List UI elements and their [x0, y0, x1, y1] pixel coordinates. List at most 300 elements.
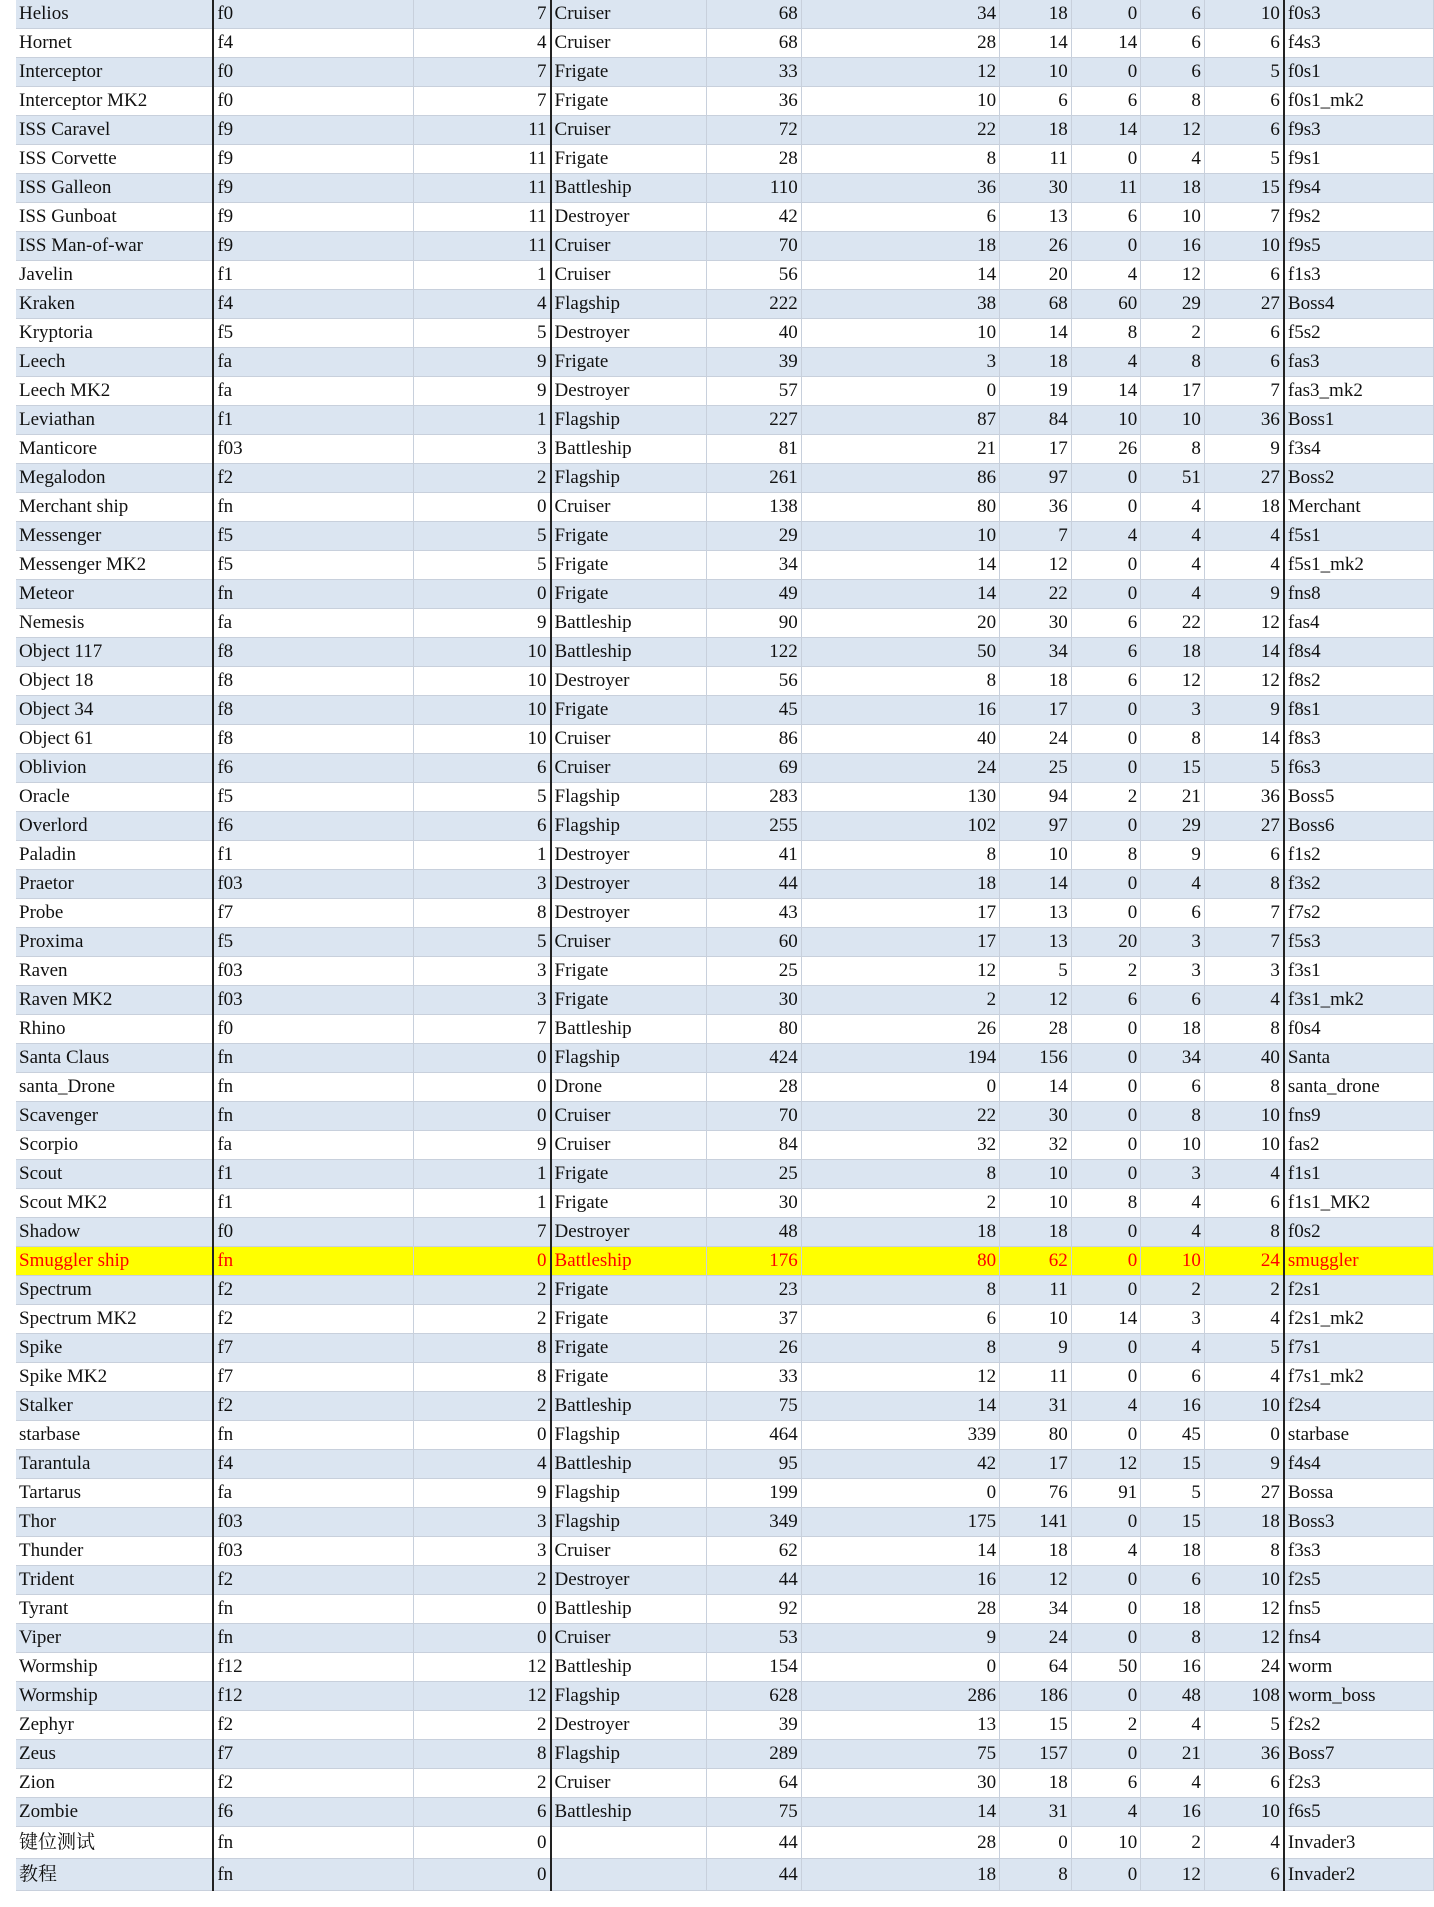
ship-class-cell: Battleship: [551, 1450, 707, 1479]
stat-e-cell: 24: [1204, 1653, 1284, 1682]
faction-code-cell: f4: [213, 29, 413, 58]
hull-cell: 70: [707, 1102, 801, 1131]
ship-name-cell: santa_Drone: [16, 1073, 213, 1102]
stat-c-cell: 0: [1071, 0, 1141, 29]
stat-a-cell: 6: [801, 1305, 999, 1334]
stat-a-cell: 102: [801, 812, 999, 841]
faction-number-cell: 0: [414, 580, 551, 609]
table-row: [16, 406, 1434, 435]
hull-cell: 70: [707, 232, 801, 261]
ship-name-cell: Interceptor MK2: [16, 87, 213, 116]
stat-c-cell: 0: [1071, 1624, 1141, 1653]
hull-cell: 41: [707, 841, 801, 870]
stat-c-cell: 0: [1071, 1682, 1141, 1711]
stat-b-cell: 10: [1000, 1189, 1072, 1218]
table-row: [16, 1827, 1434, 1859]
stat-a-cell: 30: [801, 1769, 999, 1798]
faction-code-cell: f2: [213, 1305, 413, 1334]
stat-d-cell: 16: [1141, 1653, 1205, 1682]
stat-e-cell: 6: [1204, 29, 1284, 58]
stat-a-cell: 75: [801, 1740, 999, 1769]
ship-class-cell: Frigate: [551, 58, 707, 87]
stat-b-cell: 30: [1000, 1102, 1072, 1131]
stat-d-cell: 4: [1141, 551, 1205, 580]
stat-e-cell: 12: [1204, 667, 1284, 696]
ship-class-cell: Frigate: [551, 1160, 707, 1189]
stat-c-cell: 60: [1071, 290, 1141, 319]
faction-number-cell: 0: [414, 1044, 551, 1073]
stat-a-cell: 2: [801, 986, 999, 1015]
hull-cell: 92: [707, 1595, 801, 1624]
ship-name-cell: Spectrum MK2: [16, 1305, 213, 1334]
faction-number-cell: 11: [414, 232, 551, 261]
stat-b-cell: 76: [1000, 1479, 1072, 1508]
ship-id-cell: f1s3: [1284, 261, 1434, 290]
stat-a-cell: 14: [801, 261, 999, 290]
ship-name-cell: Leech: [16, 348, 213, 377]
table-row: [16, 464, 1434, 493]
faction-number-cell: 5: [414, 319, 551, 348]
ship-name-cell: Probe: [16, 899, 213, 928]
ship-id-cell: f0s1_mk2: [1284, 87, 1434, 116]
stat-b-cell: 11: [1000, 145, 1072, 174]
stat-b-cell: 36: [1000, 493, 1072, 522]
stat-c-cell: 0: [1071, 58, 1141, 87]
faction-code-cell: f2: [213, 464, 413, 493]
stat-a-cell: 13: [801, 1711, 999, 1740]
hull-cell: 81: [707, 435, 801, 464]
faction-number-cell: 1: [414, 841, 551, 870]
ship-class-cell: Frigate: [551, 87, 707, 116]
table-row: [16, 493, 1434, 522]
table-row: [16, 87, 1434, 116]
ship-name-cell: Santa Claus: [16, 1044, 213, 1073]
ship-name-cell: Hornet: [16, 29, 213, 58]
ship-class-cell: Frigate: [551, 1276, 707, 1305]
stat-b-cell: 13: [1000, 203, 1072, 232]
stat-c-cell: 0: [1071, 1044, 1141, 1073]
ship-class-cell: Cruiser: [551, 1624, 707, 1653]
stat-e-cell: 8: [1204, 1537, 1284, 1566]
stat-c-cell: 0: [1071, 1595, 1141, 1624]
stat-e-cell: 7: [1204, 899, 1284, 928]
ship-name-cell: Zephyr: [16, 1711, 213, 1740]
stat-e-cell: 5: [1204, 1711, 1284, 1740]
stat-b-cell: 30: [1000, 609, 1072, 638]
stat-d-cell: 15: [1141, 1508, 1205, 1537]
stat-d-cell: 10: [1141, 1247, 1205, 1276]
faction-code-cell: f0: [213, 58, 413, 87]
ship-class-cell: Battleship: [551, 1595, 707, 1624]
table-row: [16, 203, 1434, 232]
stat-a-cell: 21: [801, 435, 999, 464]
ship-id-cell: f9s1: [1284, 145, 1434, 174]
faction-code-cell: f2: [213, 1392, 413, 1421]
table-row: [16, 1479, 1434, 1508]
table-row: [16, 116, 1434, 145]
stat-c-cell: 14: [1071, 29, 1141, 58]
table-row: [16, 1624, 1434, 1653]
faction-code-cell: f2: [213, 1566, 413, 1595]
stat-a-cell: 10: [801, 522, 999, 551]
ship-class-cell: Destroyer: [551, 1218, 707, 1247]
ship-name-cell: Thor: [16, 1508, 213, 1537]
faction-code-cell: f0: [213, 1218, 413, 1247]
ship-id-cell: f9s2: [1284, 203, 1434, 232]
table-row: [16, 145, 1434, 174]
stat-c-cell: 14: [1071, 377, 1141, 406]
stat-c-cell: 4: [1071, 348, 1141, 377]
ship-name-cell: Megalodon: [16, 464, 213, 493]
stat-b-cell: 97: [1000, 812, 1072, 841]
table-row: [16, 1537, 1434, 1566]
stat-a-cell: 0: [801, 1653, 999, 1682]
ship-class-cell: Battleship: [551, 1247, 707, 1276]
faction-number-cell: 12: [414, 1682, 551, 1711]
ship-class-cell: Frigate: [551, 580, 707, 609]
faction-number-cell: 2: [414, 1276, 551, 1305]
stat-e-cell: 0: [1204, 1421, 1284, 1450]
ship-id-cell: f3s1_mk2: [1284, 986, 1434, 1015]
table-row: [16, 1189, 1434, 1218]
stat-a-cell: 2: [801, 1189, 999, 1218]
stat-d-cell: 21: [1141, 783, 1205, 812]
faction-number-cell: 3: [414, 870, 551, 899]
stat-a-cell: 0: [801, 377, 999, 406]
ship-id-cell: worm_boss: [1284, 1682, 1434, 1711]
stat-e-cell: 7: [1204, 928, 1284, 957]
ship-name-cell: Smuggler ship: [16, 1247, 213, 1276]
stat-d-cell: 4: [1141, 1189, 1205, 1218]
faction-number-cell: 5: [414, 522, 551, 551]
faction-number-cell: 1: [414, 1160, 551, 1189]
ship-name-cell: Trident: [16, 1566, 213, 1595]
stat-d-cell: 9: [1141, 841, 1205, 870]
faction-code-cell: f8: [213, 725, 413, 754]
ship-class-cell: Battleship: [551, 1653, 707, 1682]
hull-cell: 25: [707, 957, 801, 986]
hull-cell: 49: [707, 580, 801, 609]
stat-a-cell: 175: [801, 1508, 999, 1537]
stat-c-cell: 0: [1071, 580, 1141, 609]
stat-b-cell: 14: [1000, 319, 1072, 348]
stat-c-cell: 0: [1071, 1859, 1141, 1891]
stat-a-cell: 0: [801, 1073, 999, 1102]
stat-c-cell: 6: [1071, 1769, 1141, 1798]
stat-a-cell: 32: [801, 1131, 999, 1160]
stat-a-cell: 14: [801, 1392, 999, 1421]
stat-e-cell: 2: [1204, 1276, 1284, 1305]
stat-c-cell: 0: [1071, 1276, 1141, 1305]
ship-id-cell: f2s5: [1284, 1566, 1434, 1595]
table-row: [16, 841, 1434, 870]
stat-e-cell: 5: [1204, 58, 1284, 87]
faction-code-cell: f2: [213, 1769, 413, 1798]
faction-number-cell: 10: [414, 725, 551, 754]
faction-code-cell: f8: [213, 638, 413, 667]
faction-number-cell: 9: [414, 1479, 551, 1508]
stat-d-cell: 8: [1141, 87, 1205, 116]
hull-cell: 30: [707, 986, 801, 1015]
stat-a-cell: 16: [801, 696, 999, 725]
stat-d-cell: 4: [1141, 580, 1205, 609]
ship-class-cell: Destroyer: [551, 899, 707, 928]
ship-data-table: [16, 0, 1434, 1891]
stat-d-cell: 8: [1141, 348, 1205, 377]
stat-c-cell: 6: [1071, 638, 1141, 667]
ship-name-cell: ISS Galleon: [16, 174, 213, 203]
ship-id-cell: f4s3: [1284, 29, 1434, 58]
stat-e-cell: 8: [1204, 1218, 1284, 1247]
stat-b-cell: 24: [1000, 1624, 1072, 1653]
faction-number-cell: 4: [414, 29, 551, 58]
ship-class-cell: Frigate: [551, 1363, 707, 1392]
stat-c-cell: 0: [1071, 870, 1141, 899]
faction-code-cell: f1: [213, 406, 413, 435]
ship-name-cell: Spectrum: [16, 1276, 213, 1305]
stat-b-cell: 156: [1000, 1044, 1072, 1073]
stat-d-cell: 17: [1141, 377, 1205, 406]
ship-id-cell: f2s4: [1284, 1392, 1434, 1421]
faction-number-cell: 9: [414, 377, 551, 406]
faction-code-cell: f03: [213, 870, 413, 899]
stat-d-cell: 2: [1141, 1276, 1205, 1305]
stat-b-cell: 10: [1000, 1305, 1072, 1334]
table-row: [16, 1798, 1434, 1827]
table-row: [16, 667, 1434, 696]
ship-class-cell: Frigate: [551, 1305, 707, 1334]
ship-class-cell: Cruiser: [551, 261, 707, 290]
stat-b-cell: 34: [1000, 1595, 1072, 1624]
ship-id-cell: Santa: [1284, 1044, 1434, 1073]
ship-name-cell: Zombie: [16, 1798, 213, 1827]
stat-a-cell: 28: [801, 1827, 999, 1859]
ship-class-cell: Destroyer: [551, 667, 707, 696]
ship-name-cell: Scout MK2: [16, 1189, 213, 1218]
faction-number-cell: 5: [414, 783, 551, 812]
stat-e-cell: 4: [1204, 551, 1284, 580]
stat-b-cell: 10: [1000, 58, 1072, 87]
stat-d-cell: 4: [1141, 870, 1205, 899]
faction-code-cell: f9: [213, 116, 413, 145]
faction-code-cell: fn: [213, 1827, 413, 1859]
ship-class-cell: Battleship: [551, 435, 707, 464]
table-row: [16, 1305, 1434, 1334]
faction-number-cell: 0: [414, 1102, 551, 1131]
stat-b-cell: 13: [1000, 928, 1072, 957]
stat-b-cell: 26: [1000, 232, 1072, 261]
table-row: [16, 1711, 1434, 1740]
stat-a-cell: 12: [801, 957, 999, 986]
stat-e-cell: 7: [1204, 203, 1284, 232]
stat-c-cell: 0: [1071, 1015, 1141, 1044]
table-row: [16, 1247, 1434, 1276]
stat-d-cell: 15: [1141, 754, 1205, 783]
ship-class-cell: Frigate: [551, 696, 707, 725]
ship-id-cell: Boss4: [1284, 290, 1434, 319]
stat-d-cell: 16: [1141, 232, 1205, 261]
ship-id-cell: f5s2: [1284, 319, 1434, 348]
ship-id-cell: Boss1: [1284, 406, 1434, 435]
stat-d-cell: 18: [1141, 1015, 1205, 1044]
stat-e-cell: 4: [1204, 1827, 1284, 1859]
stat-d-cell: 6: [1141, 1566, 1205, 1595]
faction-code-cell: fn: [213, 1421, 413, 1450]
ship-class-cell: Cruiser: [551, 1537, 707, 1566]
ship-name-cell: Viper: [16, 1624, 213, 1653]
faction-number-cell: 5: [414, 551, 551, 580]
faction-code-cell: fa: [213, 377, 413, 406]
table-row: [16, 1015, 1434, 1044]
ship-class-cell: Frigate: [551, 1334, 707, 1363]
faction-number-cell: 3: [414, 986, 551, 1015]
table-row: [16, 261, 1434, 290]
ship-class-cell: Frigate: [551, 1189, 707, 1218]
stat-e-cell: 8: [1204, 870, 1284, 899]
table-row: [16, 1218, 1434, 1247]
stat-a-cell: 3: [801, 348, 999, 377]
stat-a-cell: 130: [801, 783, 999, 812]
stat-d-cell: 10: [1141, 1131, 1205, 1160]
table-row: [16, 1392, 1434, 1421]
ship-name-cell: Zion: [16, 1769, 213, 1798]
stat-b-cell: 17: [1000, 1450, 1072, 1479]
stat-d-cell: 16: [1141, 1798, 1205, 1827]
stat-d-cell: 2: [1141, 319, 1205, 348]
ship-id-cell: f3s2: [1284, 870, 1434, 899]
hull-cell: 75: [707, 1798, 801, 1827]
ship-id-cell: f8s1: [1284, 696, 1434, 725]
faction-number-cell: 2: [414, 1711, 551, 1740]
stat-d-cell: 4: [1141, 145, 1205, 174]
ship-id-cell: f2s3: [1284, 1769, 1434, 1798]
hull-cell: 283: [707, 783, 801, 812]
ship-class-cell: Destroyer: [551, 203, 707, 232]
stat-b-cell: 17: [1000, 696, 1072, 725]
table-row: [16, 1334, 1434, 1363]
stat-a-cell: 42: [801, 1450, 999, 1479]
stat-a-cell: 24: [801, 754, 999, 783]
table-row: [16, 174, 1434, 203]
ship-class-cell: Drone: [551, 1073, 707, 1102]
faction-code-cell: f1: [213, 841, 413, 870]
hull-cell: 33: [707, 58, 801, 87]
stat-a-cell: 12: [801, 58, 999, 87]
stat-e-cell: 14: [1204, 725, 1284, 754]
faction-code-cell: f2: [213, 1711, 413, 1740]
stat-d-cell: 22: [1141, 609, 1205, 638]
table-row: [16, 638, 1434, 667]
stat-d-cell: 18: [1141, 1595, 1205, 1624]
faction-code-cell: f12: [213, 1682, 413, 1711]
stat-e-cell: 10: [1204, 1131, 1284, 1160]
ship-id-cell: f6s3: [1284, 754, 1434, 783]
stat-b-cell: 22: [1000, 580, 1072, 609]
faction-number-cell: 0: [414, 1073, 551, 1102]
faction-code-cell: f03: [213, 1508, 413, 1537]
ship-name-cell: Leviathan: [16, 406, 213, 435]
ship-id-cell: Boss3: [1284, 1508, 1434, 1537]
stat-d-cell: 8: [1141, 1102, 1205, 1131]
ship-class-cell: Destroyer: [551, 870, 707, 899]
stat-e-cell: 40: [1204, 1044, 1284, 1073]
stat-a-cell: 22: [801, 116, 999, 145]
stat-e-cell: 7: [1204, 377, 1284, 406]
stat-e-cell: 9: [1204, 696, 1284, 725]
hull-cell: 138: [707, 493, 801, 522]
stat-b-cell: 0: [1000, 1827, 1072, 1859]
stat-c-cell: 0: [1071, 493, 1141, 522]
ship-class-cell: Cruiser: [551, 1769, 707, 1798]
ship-class-cell: Flagship: [551, 812, 707, 841]
ship-name-cell: ISS Caravel: [16, 116, 213, 145]
stat-c-cell: 4: [1071, 261, 1141, 290]
ship-id-cell: f0s4: [1284, 1015, 1434, 1044]
hull-cell: 84: [707, 1131, 801, 1160]
faction-number-cell: 4: [414, 290, 551, 319]
stat-c-cell: 0: [1071, 1421, 1141, 1450]
hull-cell: 23: [707, 1276, 801, 1305]
hull-cell: 68: [707, 0, 801, 29]
stat-c-cell: 0: [1071, 464, 1141, 493]
stat-b-cell: 94: [1000, 783, 1072, 812]
ship-id-cell: santa_drone: [1284, 1073, 1434, 1102]
table-row: [16, 1769, 1434, 1798]
stat-b-cell: 6: [1000, 87, 1072, 116]
stat-a-cell: 8: [801, 1160, 999, 1189]
ship-class-cell: Destroyer: [551, 377, 707, 406]
stat-c-cell: 0: [1071, 1160, 1141, 1189]
ship-class-cell: Cruiser: [551, 232, 707, 261]
stat-c-cell: 2: [1071, 1711, 1141, 1740]
stat-b-cell: 11: [1000, 1363, 1072, 1392]
stat-d-cell: 18: [1141, 1537, 1205, 1566]
stat-c-cell: 0: [1071, 754, 1141, 783]
faction-code-cell: f03: [213, 986, 413, 1015]
ship-name-cell: Messenger: [16, 522, 213, 551]
ship-name-cell: Merchant ship: [16, 493, 213, 522]
stat-c-cell: 20: [1071, 928, 1141, 957]
stat-a-cell: 36: [801, 174, 999, 203]
stat-a-cell: 38: [801, 290, 999, 319]
stat-b-cell: 14: [1000, 870, 1072, 899]
table-row: [16, 725, 1434, 754]
stat-c-cell: 0: [1071, 1247, 1141, 1276]
hull-cell: 62: [707, 1537, 801, 1566]
ship-name-cell: Rhino: [16, 1015, 213, 1044]
ship-id-cell: f2s1_mk2: [1284, 1305, 1434, 1334]
stat-d-cell: 4: [1141, 1711, 1205, 1740]
stat-b-cell: 31: [1000, 1798, 1072, 1827]
stat-d-cell: 12: [1141, 1859, 1205, 1891]
stat-d-cell: 12: [1141, 116, 1205, 145]
faction-number-cell: 2: [414, 1566, 551, 1595]
stat-d-cell: 8: [1141, 725, 1205, 754]
stat-a-cell: 40: [801, 725, 999, 754]
table-row: [16, 522, 1434, 551]
stat-d-cell: 4: [1141, 522, 1205, 551]
stat-e-cell: 6: [1204, 116, 1284, 145]
hull-cell: 30: [707, 1189, 801, 1218]
stat-b-cell: 11: [1000, 1276, 1072, 1305]
stat-a-cell: 8: [801, 841, 999, 870]
stat-a-cell: 87: [801, 406, 999, 435]
stat-b-cell: 12: [1000, 986, 1072, 1015]
stat-d-cell: 6: [1141, 58, 1205, 87]
ship-name-cell: 教程: [16, 1859, 213, 1891]
faction-number-cell: 6: [414, 754, 551, 783]
stat-c-cell: 50: [1071, 1653, 1141, 1682]
